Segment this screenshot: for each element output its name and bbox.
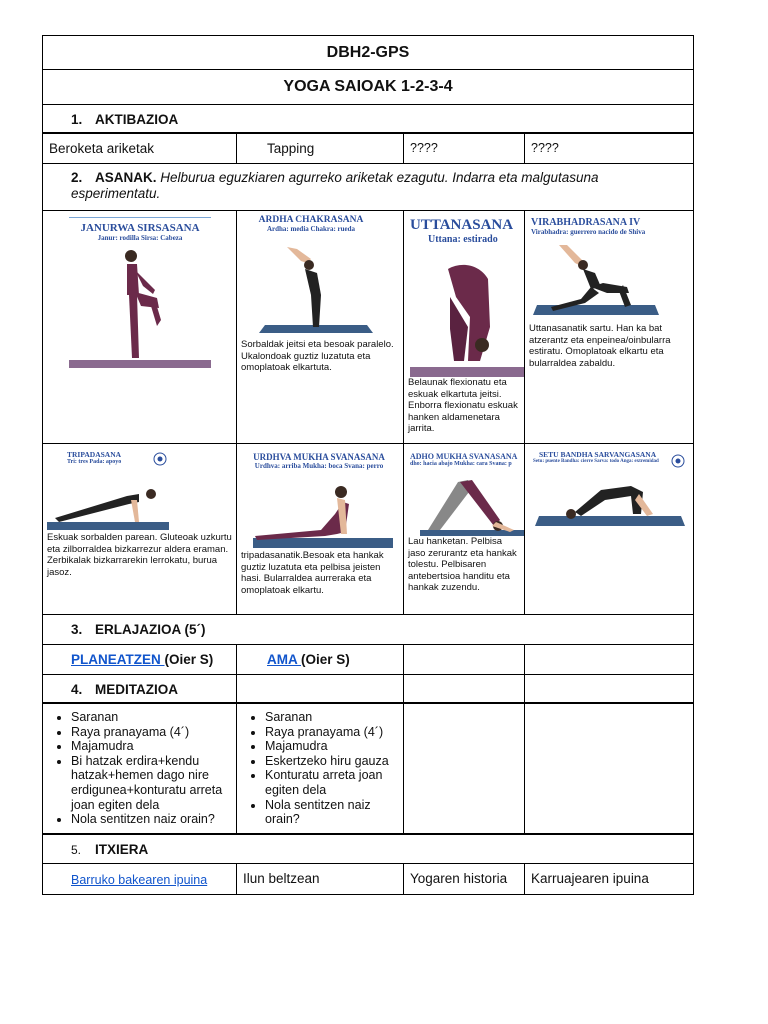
- janurwa-figure: [69, 240, 211, 370]
- meditation-item: • Eskertzeko hiru gauza: [265, 754, 399, 769]
- section-3-label: ERLAJAZIOA (5´): [95, 622, 206, 637]
- section-2-row: [43, 164, 693, 211]
- closing-cell-3: Yogaren historia: [404, 864, 525, 894]
- relax-cell-4: [525, 645, 693, 674]
- meditation-item: • Nola sentitzen naiz orain?: [71, 812, 232, 827]
- section-4-heading: [43, 675, 237, 702]
- pose-title: ADHO MUKHA SVANASANA: [410, 452, 518, 461]
- emblem-icon: [153, 452, 167, 466]
- pose-subtitle: Ardha: media Chakra: rueda: [266, 225, 356, 233]
- section-1-heading: [43, 105, 693, 132]
- uttanasana-figure: [410, 257, 524, 377]
- warmup-cell-1: Beroketa ariketak: [43, 134, 237, 163]
- meditation-item: • Majamudra: [265, 739, 399, 754]
- section-4-row: [43, 675, 693, 704]
- warmup-row: [43, 134, 693, 164]
- subtitle-row: [43, 70, 693, 105]
- section-4-cell-4: [525, 675, 693, 702]
- pose-description: Uttanasanatik sartu. Han ka bat atzerantz eta enpeinea/oinbularra estiratu. Omoplatoak elkartu eta bularraldea zabaldu.: [529, 323, 671, 369]
- pose-description: Sorbaldak jeitsi eta besoak paralelo. Ukalondoak guztiz luzatuta eta omoplatoak elkartuta.: [241, 339, 394, 373]
- section-4-number: 4.: [71, 682, 83, 697]
- closing-cell-4: Karruajearen ipuina: [531, 871, 649, 886]
- meditation-cell-4: [525, 704, 693, 833]
- pose-card-adho-mukha: [404, 444, 525, 614]
- pose-description: Belaunak flexionatu eta eskuak elkartuta jeitsi. Enborra flexionatu eskuak hanken aldamenetara jarrita.: [408, 377, 518, 434]
- pose-card-urdhva-mukha: [237, 444, 404, 614]
- pose-description: Eskuak sorbalden parean. Gluteoak uzkurtu eta zilborraldea bizkarrezur aldera eraman. Zerbikalak bizkarrarekin lerrokatu, burua jasoz.: [47, 532, 232, 578]
- meditation-item: • Saranan: [71, 710, 232, 725]
- pose-card-tripadasana: [43, 444, 237, 614]
- closing-cell-2: Ilun beltzean: [237, 864, 404, 894]
- meditation-list-1: [43, 704, 237, 833]
- section-3-row: [43, 615, 693, 645]
- relaxation-row: [43, 645, 693, 675]
- section-5-number: 5.: [71, 843, 82, 857]
- section-1-number: 1.: [71, 112, 83, 127]
- meditation-item: • Saranan: [265, 710, 399, 725]
- header-row: [43, 36, 693, 70]
- pose-subtitle: Virabhadra: guerrero nacido de Shiva: [531, 228, 646, 236]
- section-2-heading: [43, 164, 693, 210]
- ama-link[interactable]: AMA: [267, 652, 301, 667]
- barruko-bakearen-link[interactable]: Barruko bakearen ipuina: [71, 873, 208, 887]
- pose-subtitle: Setu: puente Bandha: cierre Sarva: todo Anga: extremidad: [533, 459, 659, 464]
- ardha-chakrasana-figure: [241, 239, 381, 339]
- emblem-icon: [671, 454, 685, 468]
- pose-title: SETU BANDHA SARVANGASANA: [539, 450, 657, 459]
- closing-cell-1: [43, 864, 237, 894]
- poses-row-2: [43, 444, 693, 615]
- adho-mukha-figure: [410, 470, 524, 536]
- pose-description: [525, 530, 693, 532]
- section-5-heading: [43, 835, 693, 863]
- meditation-cell-3: [404, 704, 525, 833]
- pose-title: VIRABHADRASANA IV: [531, 217, 641, 228]
- meditation-item: • Konturatu arreta joan egiten dela: [265, 768, 399, 797]
- warmup-cell-4: ????: [531, 141, 559, 155]
- pose-title: UTTANASANA: [410, 217, 514, 233]
- section-2-number: 2.: [71, 170, 83, 185]
- pose-card-uttanasana: [404, 211, 525, 443]
- virabhadrasana-figure: [531, 239, 663, 319]
- meditation-item: • Raya pranayama (4´): [71, 725, 232, 740]
- pose-subtitle: Urdhva: arriba Mukha: boca Svana: perro: [254, 462, 384, 470]
- section-3-number: 3.: [71, 622, 83, 637]
- warmup-cell-2: Tapping: [237, 134, 404, 163]
- meditation-list-2: [237, 704, 404, 833]
- pose-subtitle: Uttana: estirado: [428, 234, 498, 245]
- setu-bandha-figure: [531, 470, 687, 530]
- pose-description: tripadasanatik.Besoak eta hankak guztiz luzatuta eta pelbisa jeisten hasi. Bularraldea aurreraka eta omoplatoak elkartu.: [241, 550, 384, 596]
- pose-title: TRIPADASANA: [67, 450, 122, 459]
- bullet-list-2: [237, 710, 399, 827]
- section-4-cell-2: [237, 675, 404, 702]
- pose-title: URDHVA MUKHA SVANASANA: [253, 452, 385, 462]
- relax-cell-1: [43, 645, 237, 674]
- pose-card-virabhadrasana: [525, 211, 693, 443]
- section-5-row: [43, 835, 693, 864]
- section-1-row: [43, 105, 693, 134]
- page-title: DBH2-GPS: [326, 44, 410, 61]
- pose-card-janurwa: [43, 211, 237, 443]
- pose-title: ARDHA CHAKRASANA: [258, 215, 364, 225]
- meditation-item: • Majamudra: [71, 739, 232, 754]
- meditation-item: • Nola sentitzen naiz orain?: [265, 798, 399, 827]
- pose-subtitle: dho: hacia abajo Mukha: cara Svana: p: [410, 461, 512, 467]
- meditation-row: [43, 704, 693, 835]
- tripadasana-figure: [47, 470, 171, 530]
- meditation-item: • Raya pranayama (4´): [265, 725, 399, 740]
- pose-description: Lau hanketan. Pelbisa jaso zerurantz eta hankak tolestu. Pelbisaren antebertsioa handitu eta hankak zuzendu.: [408, 536, 517, 593]
- warmup-cell-3: ????: [404, 134, 525, 163]
- page-subtitle: YOGA SAIOAK 1-2-3-4: [283, 78, 453, 95]
- section-4-cell-3: [404, 675, 525, 702]
- section-3-heading: [43, 615, 693, 644]
- relax-author-1: (Oier S): [164, 652, 214, 667]
- bullet-list-1: [43, 710, 232, 827]
- section-5-label: ITXIERA: [95, 842, 149, 857]
- meditation-item: • Bi hatzak erdira+kendu hatzak+hemen dago nire erdigunea+konturatu arreta joan egiten dela: [71, 754, 232, 812]
- yoga-table: [42, 35, 694, 895]
- pose-card-setu-bandha: [525, 444, 693, 614]
- poses-row-1: [43, 211, 693, 444]
- relax-cell-3: [404, 645, 525, 674]
- pose-card-ardha-chakrasana: [237, 211, 404, 443]
- pose-subtitle: Janur: rodilla Sirsa: Cabeza: [97, 234, 183, 242]
- section-2-label: ASANAK.: [95, 170, 157, 185]
- relax-cell-2: [237, 645, 404, 674]
- urdhva-mukha-figure: [241, 474, 397, 550]
- pose-subtitle: Tri: tres Pada: apoyo: [67, 459, 122, 465]
- section-1-label: AKTIBAZIOA: [95, 112, 179, 127]
- section-2-goal: Helburua eguzkiaren agurreko ariketak ezagutu. Indarra eta malgutasuna esperimentatu.: [71, 170, 599, 201]
- pose-title: JANURWA SIRSASANA: [80, 222, 200, 234]
- closing-row: [43, 864, 693, 894]
- relax-author-2: (Oier S): [301, 652, 350, 667]
- planeatzen-link[interactable]: PLANEATZEN: [71, 652, 165, 667]
- section-4-label: MEDITAZIOA: [95, 682, 178, 697]
